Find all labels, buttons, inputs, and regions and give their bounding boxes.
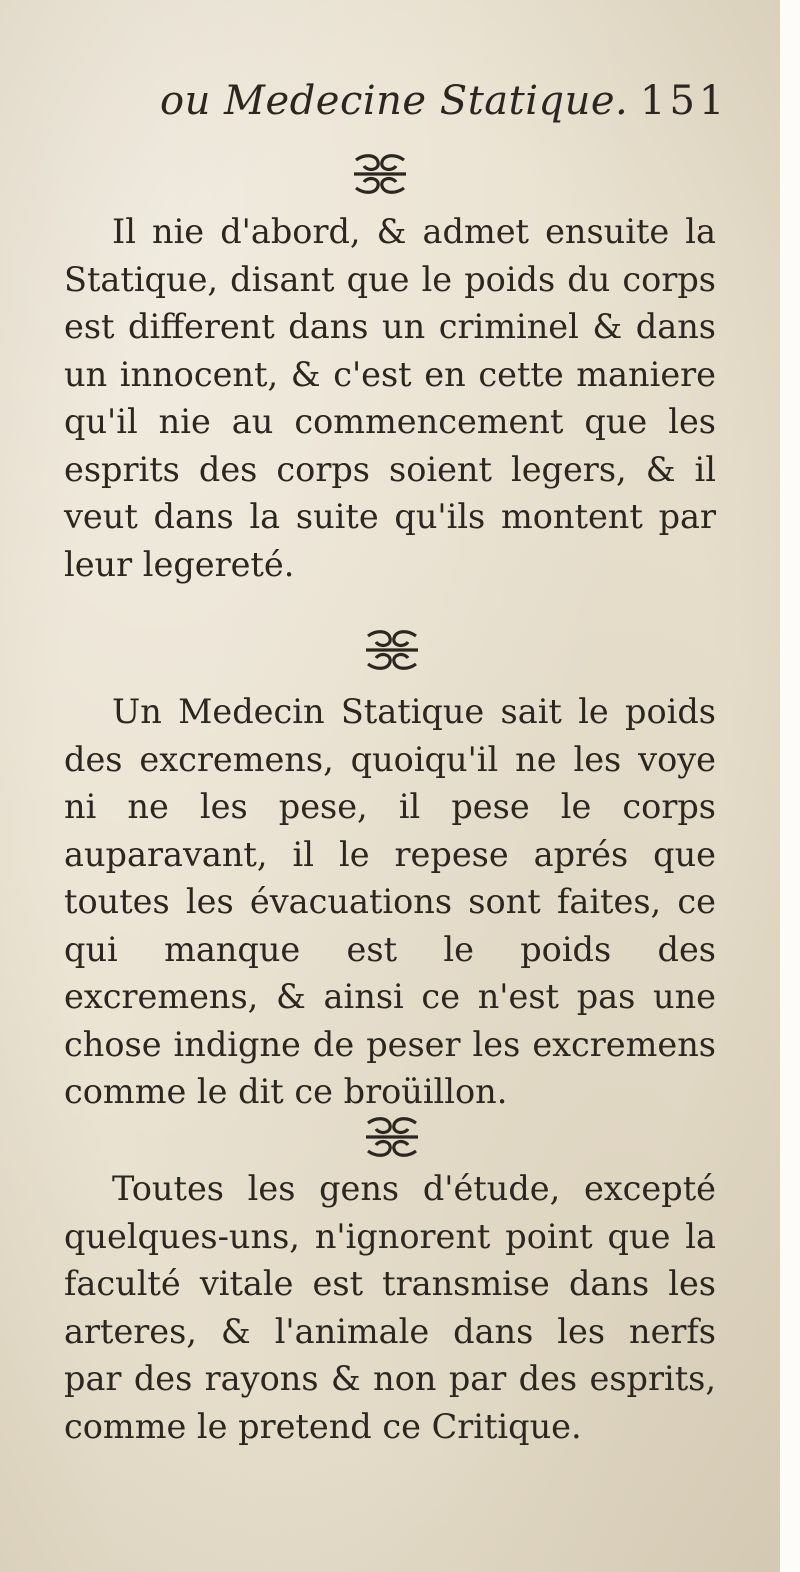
page-header (0, 68, 780, 138)
fleuron-ornament-icon (362, 628, 422, 672)
paragraph-1: Il nie d'abord, & admet ensuite la Statique, disant que le poids du corps est different dans un criminel & dans un innocent, & c'est en cette maniere qu'il nie au commencement que les esprits des corps soient legers, & il veut dans la suite qu'ils montent par leur legereté. (64, 212, 716, 584)
fleuron-ornament-icon (350, 152, 410, 196)
page-number: 151 (640, 78, 729, 124)
fleuron-ornament-icon (362, 1115, 422, 1159)
paragraph-3: Toutes les gens d'étude, excepté quelques-uns, n'ignorent point que la faculté vitale est transmise dans les arteres, & l'animale dans les nerfs par des rayons & non par des esprits, comme le pretend ce Critique. (64, 1169, 716, 1446)
paragraph-2: Un Medecin Statique sait le poids des excremens, quoiqu'il ne les voye ni ne les pese, il pese le corps auparavant, il le repese aprés que toutes les évacuations sont faites, ce qui manque est le poids des excremens, & ainsi ce n'est pas une chose indigne de peser les excremens comme le dit ce broüillon. (64, 692, 716, 1111)
running-title: ou Medecine Statique. (160, 78, 629, 124)
scan-margin (780, 0, 800, 1572)
